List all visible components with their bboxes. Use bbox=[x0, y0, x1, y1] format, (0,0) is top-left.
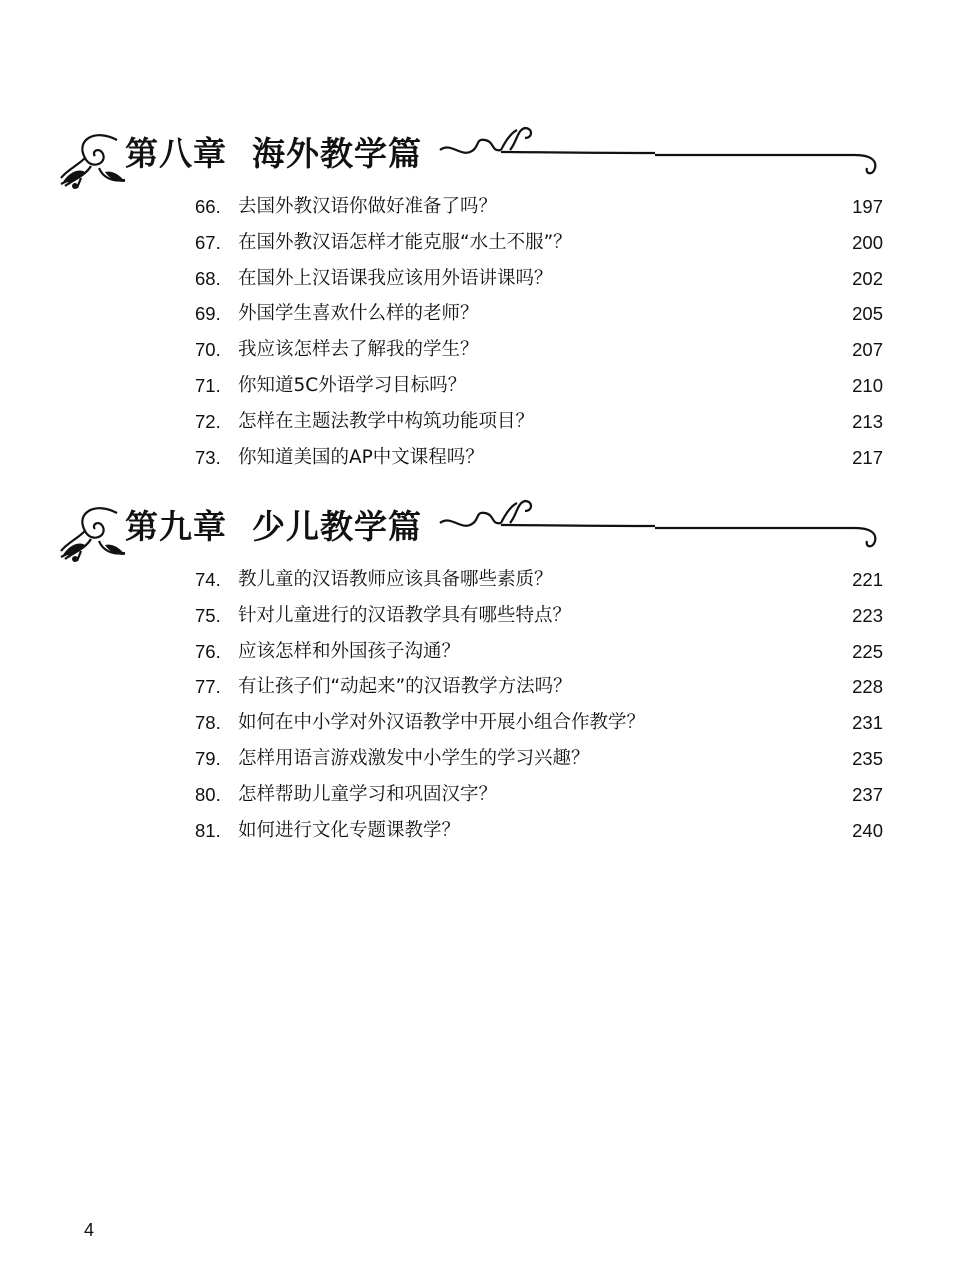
toc-entry[interactable] bbox=[195, 675, 885, 711]
entry-page: 235 bbox=[852, 747, 883, 769]
entry-title: 你知道美国的AP中文课程吗？ bbox=[238, 446, 484, 468]
entry-number: 75. bbox=[195, 604, 221, 626]
entry-page: 217 bbox=[852, 446, 883, 468]
entry-title: 怎样帮助儿童学习和巩固汉字？ bbox=[238, 783, 498, 805]
entry-page: 200 bbox=[852, 231, 883, 253]
entry-number: 73. bbox=[195, 446, 221, 468]
toc-entry[interactable] bbox=[195, 783, 885, 819]
entry-title: 在国外教汉语怎样才能克服“水土不服”？ bbox=[238, 231, 572, 253]
entry-page: 205 bbox=[852, 303, 883, 325]
entry-page: 228 bbox=[852, 676, 883, 698]
toc-entry[interactable] bbox=[195, 640, 885, 676]
chapter-title: 第九章 少儿教学篇 bbox=[125, 507, 422, 546]
toc-entry[interactable] bbox=[195, 267, 885, 303]
entry-number: 74. bbox=[195, 569, 221, 590]
entry-title: 怎样用语言游戏激发中小学生的学习兴趣？ bbox=[238, 747, 590, 769]
entry-title: 在国外上汉语课我应该用外语讲课吗？ bbox=[238, 267, 553, 289]
entry-number: 80. bbox=[195, 783, 221, 805]
entry-number: 79. bbox=[195, 747, 221, 769]
toc-entry[interactable] bbox=[195, 338, 885, 374]
entry-title: 外国学生喜欢什么样的老师？ bbox=[238, 303, 479, 325]
entry-number: 81. bbox=[195, 819, 221, 841]
entry-page: 197 bbox=[852, 196, 883, 217]
entry-number: 68. bbox=[195, 267, 221, 289]
entry-number: 78. bbox=[195, 712, 221, 734]
entry-page: 231 bbox=[852, 712, 883, 734]
toc-entry[interactable] bbox=[195, 747, 885, 783]
entry-number: 70. bbox=[195, 339, 221, 361]
entry-title: 如何进行文化专题课教学？ bbox=[238, 819, 461, 841]
toc-list-chapter-8 bbox=[195, 195, 885, 481]
toc-entry[interactable] bbox=[195, 446, 885, 482]
entry-number: 77. bbox=[195, 676, 221, 698]
entry-page: 237 bbox=[852, 783, 883, 805]
entry-number: 66. bbox=[195, 196, 221, 217]
entry-number: 69. bbox=[195, 303, 221, 325]
entry-page: 221 bbox=[852, 569, 883, 590]
entry-page: 202 bbox=[852, 267, 883, 289]
entry-page: 223 bbox=[852, 604, 883, 626]
toc-entry[interactable] bbox=[195, 711, 885, 747]
entry-title: 怎样在主题法教学中构筑功能项目？ bbox=[238, 410, 535, 432]
toc-entry[interactable] bbox=[195, 410, 885, 446]
entry-title: 你知道5C外语学习目标吗？ bbox=[238, 374, 467, 396]
chapter-title: 第八章 海外教学篇 bbox=[125, 134, 422, 173]
toc-entry[interactable] bbox=[195, 374, 885, 410]
chapter-heading-8 bbox=[55, 120, 895, 200]
entry-title: 我应该怎样去了解我的学生？ bbox=[238, 339, 479, 361]
entry-page: 207 bbox=[852, 339, 883, 361]
entry-number: 71. bbox=[195, 374, 221, 396]
toc-entry[interactable] bbox=[195, 195, 885, 231]
entry-page: 240 bbox=[852, 819, 883, 841]
entry-page: 225 bbox=[852, 640, 883, 662]
entry-page: 213 bbox=[852, 410, 883, 432]
entry-number: 76. bbox=[195, 640, 221, 662]
entry-title: 教儿童的汉语教师应该具备哪些素质？ bbox=[238, 569, 553, 590]
toc-list-chapter-9 bbox=[195, 568, 885, 854]
entry-title: 应该怎样和外国孩子沟通？ bbox=[238, 640, 461, 662]
entry-page: 210 bbox=[852, 374, 883, 396]
entry-title: 针对儿童进行的汉语教学具有哪些特点？ bbox=[238, 604, 572, 626]
entry-number: 67. bbox=[195, 231, 221, 253]
entry-title: 如何在中小学对外汉语教学中开展小组合作教学？ bbox=[238, 712, 646, 734]
toc-entry[interactable] bbox=[195, 231, 885, 267]
chapter-heading-9 bbox=[55, 493, 895, 573]
entry-title: 去国外教汉语你做好准备了吗？ bbox=[238, 196, 498, 217]
toc-entry[interactable] bbox=[195, 604, 885, 640]
entry-title: 有让孩子们“动起来”的汉语教学方法吗？ bbox=[238, 676, 572, 698]
toc-entry[interactable] bbox=[195, 302, 885, 338]
entry-number: 72. bbox=[195, 410, 221, 432]
toc-entry[interactable] bbox=[195, 568, 885, 604]
toc-entry[interactable] bbox=[195, 819, 885, 855]
page-number: 4 bbox=[84, 1220, 95, 1240]
